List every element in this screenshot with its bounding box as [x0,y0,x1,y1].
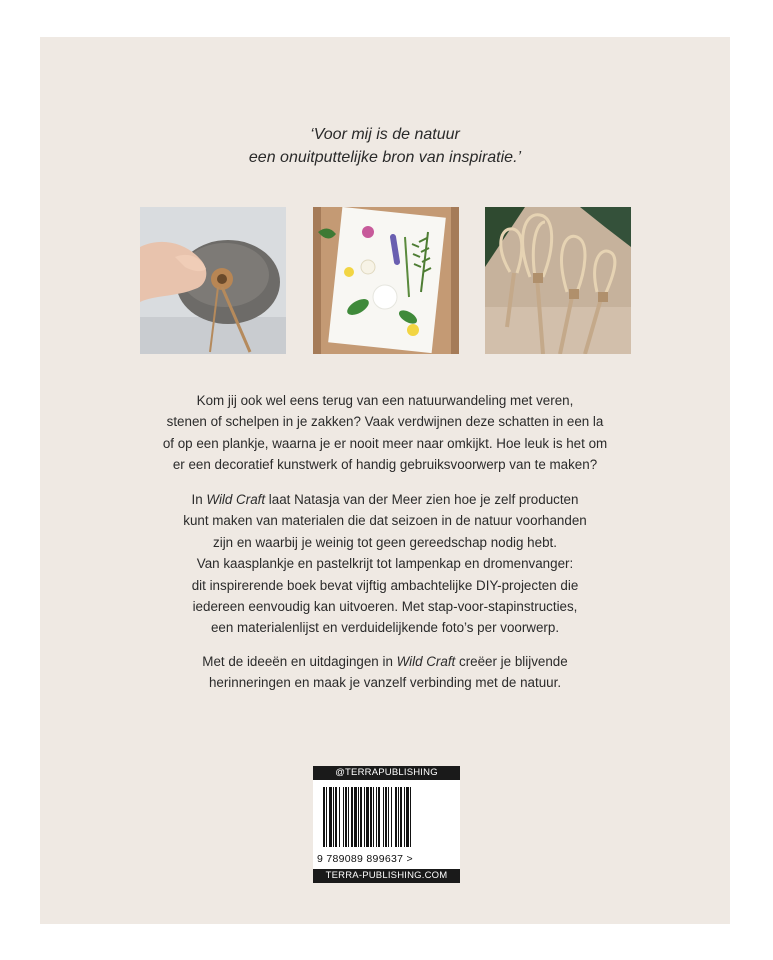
cover-quote [40,123,730,169]
social-handle-label: @TERRAPUBLISHING [313,766,460,780]
barcode-icon [323,787,450,853]
barcode-area [313,780,460,869]
text-line: iedereen eenvoudig kan uitvoeren. Met stap-voor-stapinstructies, [192,598,578,614]
back-cover [40,37,730,924]
text-line: Van kaasplankje en pastelkrijt tot lampenkap en dromenvanger: [196,556,574,572]
text-line: zijn en waarbij je weinig tot geen gereedschap nodig hebt. [213,534,557,550]
text-line: kunt maken van materialen die dat seizoen in de natuur voorhanden [183,513,587,529]
text-line: herinneringen en maak je vanzelf verbinding met de natuur. [208,675,562,691]
text-segment: Met de ideeën en uitdagingen in [202,654,397,669]
text-line [40,489,730,510]
quote-line-1: ‘Voor mij is de natuur [310,126,460,143]
text-segment: creëer je blijvende [455,654,568,669]
text-line: dit inspirerende boek bevat vijftig ambachtelijke DIY-projecten die [191,577,579,593]
text-line [40,651,730,672]
photo-woven-whisks [485,207,631,354]
book-title: Wild Craft [206,492,266,507]
photo-pressed-flowers [313,207,459,354]
quote-line-2: een onuitputtelijke bron van inspiratie.’ [248,149,522,166]
text-line: een materialenlijst en verduidelijkende foto’s per voorwerp. [210,620,560,636]
description-paragraph-2 [40,489,730,639]
text-segment: In [191,492,207,507]
text-line: er een decoratief kunstwerk of handig gebruiksvoorwerp van te maken? [172,457,598,473]
photo-stone-with-cord [140,207,286,354]
text-line: of op een plankje, waarna je er nooit meer naar omkijkt. Hoe leuk is het om [162,435,608,451]
text-line: Kom jij ook wel eens terug van een natuurwandeling met veren, [196,393,574,408]
book-title: Wild Craft [396,654,456,669]
description-paragraph-3 [40,651,730,694]
isbn-barcode-box [313,766,460,883]
website-label: TERRA-PUBLISHING.COM [313,869,460,883]
isbn-digits: 9 789089 899637 > [317,853,413,865]
text-line: stenen of schelpen in je zakken? Vaak verdwijnen deze schatten in een la [166,414,604,430]
text-segment: laat Natasja van der Meer zien hoe je zelf producten [265,492,579,507]
description-paragraph-1 [40,390,730,476]
